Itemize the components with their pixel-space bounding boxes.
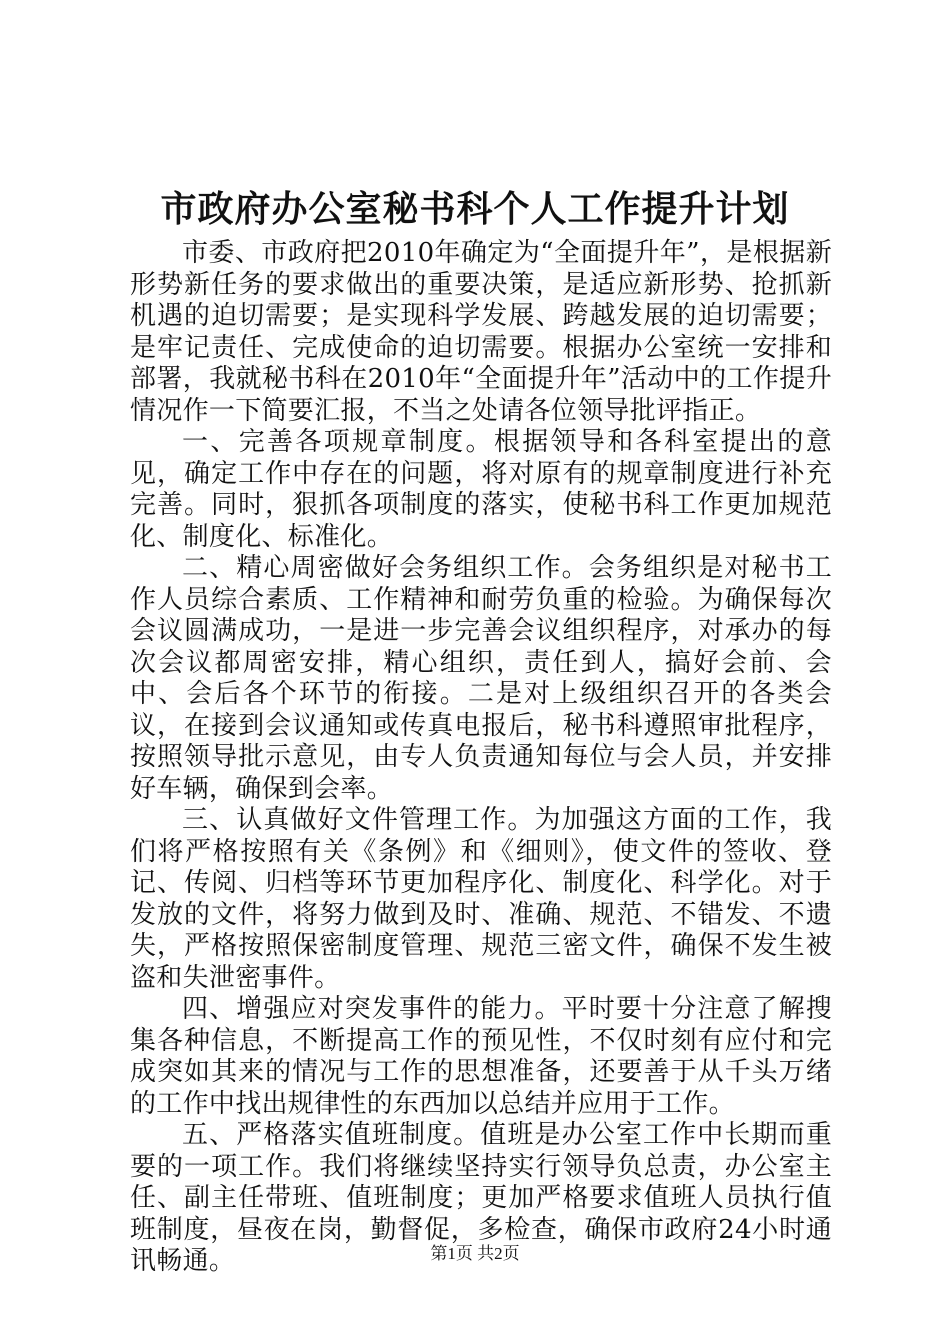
page-number-footer: 第1页 共2页	[430, 1244, 520, 1263]
paragraph-intro: 市委、市政府把2010年确定为“全面提升年”，是根据新形势新任务的要求做出的重要决策，是适应新形势、抢抓新机遇的迫切需要；是实现科学发展、跨越发展的迫切需要；是牢记责任、完成使命的迫切需要。根据办公室统一安排和部署，我就秘书科在2010年“全面提升年”活动中的工作提升情况作一下简要汇报，不当之处请各位领导批评指正。	[130, 238, 832, 426]
paragraph-2-meetings: 二、精心周密做好会务组织工作。会务组织是对秘书工作人员综合素质、工作精神和耐劳负重的检验。为确保每次会议圆满成功，一是进一步完善会议组织程序，对承办的每次会议都周密安排，精心组织，责任到人，搞好会前、会中、会后各个环节的衔接。二是对上级组织召开的各类会议，在接到会议通知或传真电报后，秘书科遵照审批程序，按照领导批示意见，由专人负责通知每位与会人员，并安排好车辆，确保到会率。	[130, 553, 832, 804]
document-title: 市政府办公室秘书科个人工作提升计划	[160, 188, 790, 230]
paragraph-1-regulations: 一、完善各项规章制度。根据领导和各科室提出的意见，确定工作中存在的问题，将对原有的规章制度进行补充完善。同时，狠抓各项制度的落实，使秘书科工作更加规范化、制度化、标准化。	[130, 427, 832, 552]
paragraph-4-emergencies: 四、增强应对突发事件的能力。平时要十分注意了解搜集各种信息，不断提高工作的预见性，不仅时刻有应付和完成突如其来的情况与工作的思想准备，还要善于从千头万绪的工作中找出规律性的东西加以总结并应用于工作。	[130, 994, 832, 1119]
paragraph-3-documents: 三、认真做好文件管理工作。为加强这方面的工作，我们将严格按照有关《条例》和《细则》，使文件的签收、登记、传阅、归档等环节更加程序化、制度化、科学化。对于发放的文件，将努力做到及时、准确、规范、不错发、不遗失，严格按照保密制度管理、规范三密文件，确保不发生被盗和失泄密事件。	[130, 805, 832, 993]
document-body	[130, 238, 832, 1278]
paragraph-5-duty: 五、严格落实值班制度。值班是办公室工作中长期而重要的一项工作。我们将继续坚持实行领导负总责，办公室主任、副主任带班、值班制度；更加严格要求值班人员执行值班制度，昼夜在岗，勤督促，多检查，确保市政府24小时通讯畅通。	[130, 1120, 832, 1276]
